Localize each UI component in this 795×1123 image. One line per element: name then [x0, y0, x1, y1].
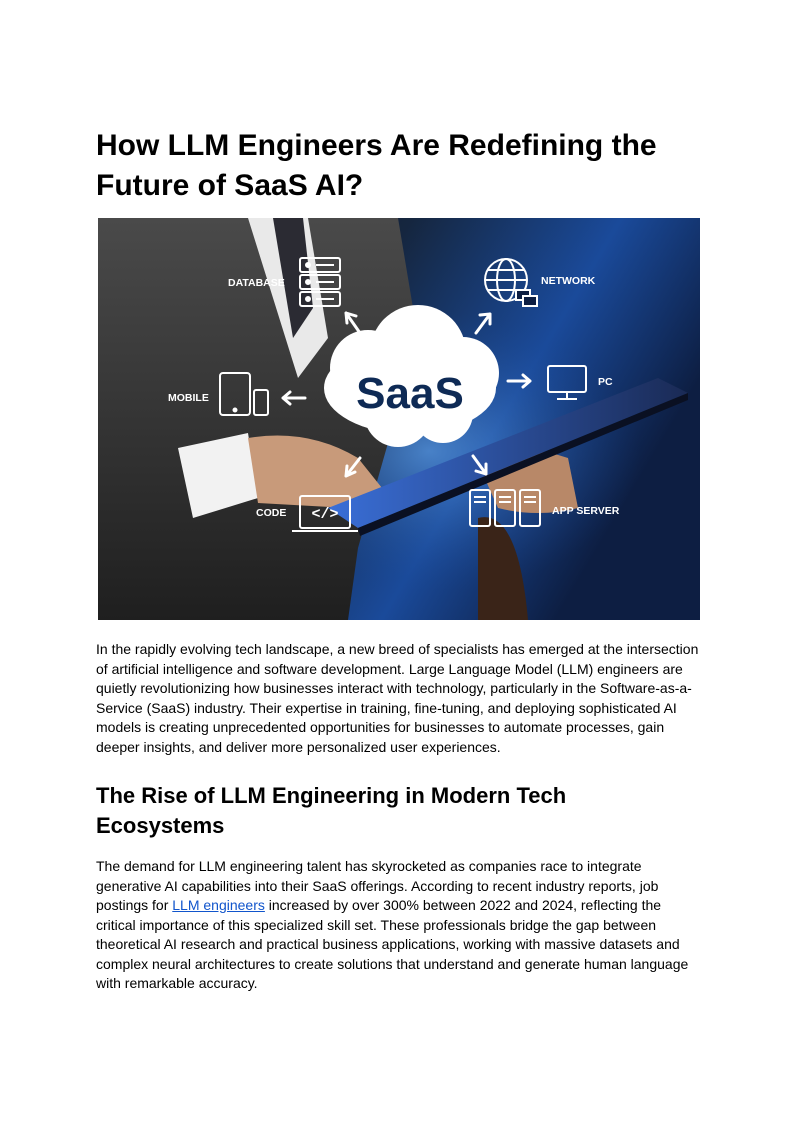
mobile-label: MOBILE: [168, 392, 209, 404]
llm-engineers-link[interactable]: LLM engineers: [172, 897, 265, 913]
section-paragraph: [96, 857, 700, 994]
section-text-before-link: The demand for LLM engineering talent has skyrocketed as companies race to integrate generative AI capabilities into their SaaS offerings. According to recent industry reports, job postings for: [96, 858, 659, 913]
database-label: DATABASE: [228, 277, 285, 289]
network-label: NETWORK: [541, 275, 596, 287]
saas-label: SaaS: [356, 369, 464, 418]
section-heading: The Rise of LLM Engineering in Modern Tech Ecosystems: [96, 783, 567, 838]
section-text-after-link: increased by over 300% between 2022 and 2024, reflecting the critical importance of this specialized skill set. These professionals bridge the gap between theoretical AI research and practical business applications, working with massive datasets and complex neural architectures to create solutions that understand and generate human language with remarkable accuracy.: [96, 897, 689, 991]
article-title: How LLM Engineers Are Redefining the Future of SaaS AI?: [96, 129, 657, 202]
code-symbol: </>: [311, 506, 339, 523]
app-server-label: APP SERVER: [552, 505, 620, 517]
code-label: CODE: [256, 507, 287, 519]
pc-label: PC: [598, 376, 613, 388]
database-icon: [300, 258, 340, 306]
hero-illustration: [98, 218, 700, 620]
hero-image: [98, 218, 700, 620]
intro-paragraph: In the rapidly evolving tech landscape, a new breed of specialists has emerged at the intersection of artificial intelligence and software development. Large Language Model (LLM) engineers are quietly revolutionizing how businesses interact with technology, particularly in the Software-as-a-Service (SaaS) industry. Their expertise in training, fine-tuning, and deploying sophisticated AI models is creating unprecedented opportunities for businesses to automate processes, gain deeper insights, and deliver more personalized user experiences.: [96, 641, 699, 755]
